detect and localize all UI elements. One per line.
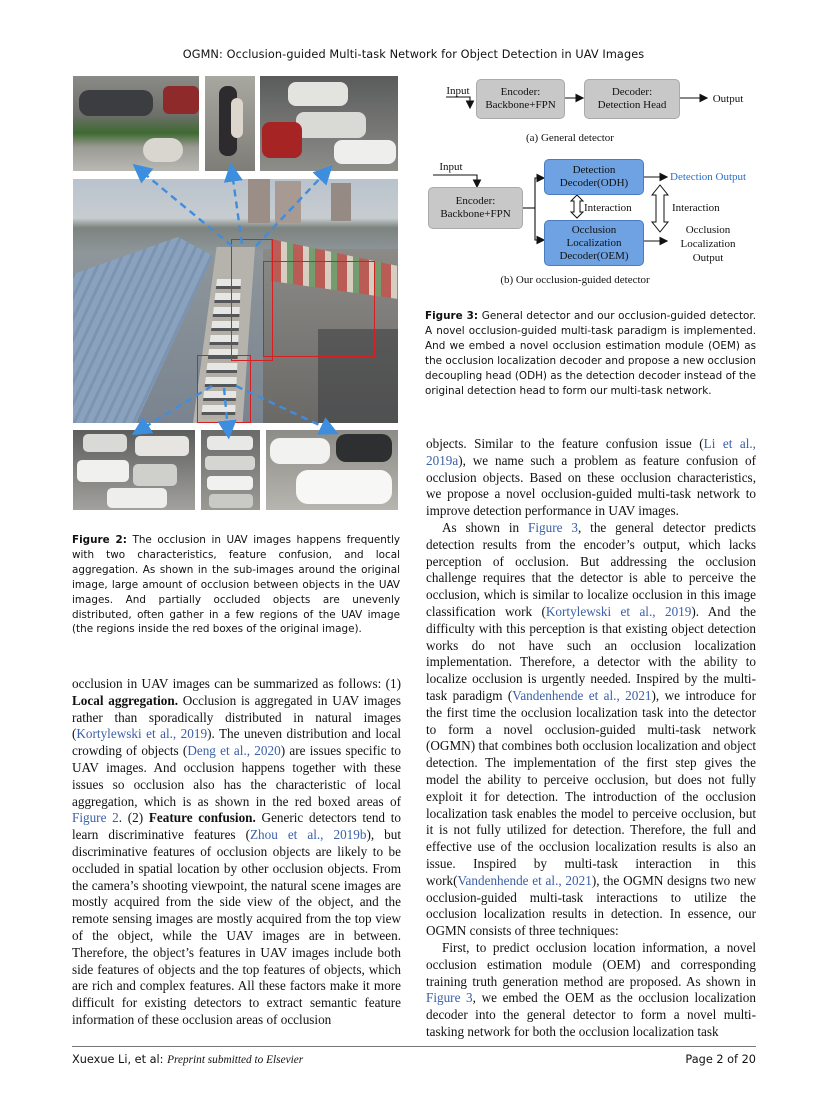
figure-3-caption: [425, 309, 756, 398]
fig3b-odh-line1: Detection: [572, 164, 616, 176]
fig3b-occlusion-output-line3: Output: [692, 252, 724, 264]
footer-author: Xuexue Li, et al:: [72, 1053, 164, 1066]
fig3a-input-label: Input: [446, 85, 470, 97]
text-run: objects. Similar to the feature confusion issue (: [426, 436, 704, 451]
text-run: First, to predict occlusion location information, a novel occlusion estimation module (OEM) and corresponding training truth generation method are proposed. As shown in: [426, 939, 756, 989]
text-run: ), the OGMN designs two new occlusion-guided multi-task interactions to utilize the occlusion localization results in detection. In essence, our OGMN consists of three techniques:: [426, 872, 756, 939]
citation-link[interactable]: Kortylewski et al., 2019: [76, 726, 208, 742]
footer-left: [72, 1053, 303, 1066]
fig3b-odh-box: [544, 159, 644, 195]
fig3b-interaction-middle: Interaction: [584, 202, 632, 214]
term-feature-confusion: Feature confusion.: [148, 810, 256, 826]
citation-link[interactable]: Vandenhende et al., 2021: [457, 872, 592, 888]
fig3b-encoder-line2: Backbone+FPN: [440, 208, 511, 220]
term-local-aggregation: Local aggregation.: [72, 692, 178, 708]
citation-link[interactable]: Deng et al., 2020: [187, 743, 281, 759]
text-run: ) are issues specific to UAV images. And occlusion happens together with these issues so occlusion also has the characteristic of local aggregation, which is as shown in the red boxed areas of: [72, 743, 401, 809]
citation-link[interactable]: Li et al., 2019a: [426, 436, 756, 468]
figure-ref-link[interactable]: Figure 2: [72, 810, 119, 826]
right-paragraph-2: [426, 520, 756, 940]
fig3a-decoder-line2: Detection Head: [597, 99, 667, 111]
right-paragraph-3: [426, 940, 756, 1041]
fig3b-oem-box: [544, 220, 644, 266]
text-run: , the general detector predicts detection results from the encoder’s output, which lacks perception of occlusion. But addressing the occlusion challenge requires that the detector is able to perceive the occlusion, which is similar to localize occlusion in this image classification work (: [426, 519, 756, 619]
fig3b-odh-line2: Decoder(ODH): [559, 177, 629, 189]
citation-link[interactable]: Vandenhende et al., 2021: [512, 687, 652, 703]
fig3b-caption: (b) Our occlusion-guided detector: [500, 274, 650, 286]
running-header: OGMN: Occlusion-guided Multi-task Network for Object Detection in UAV Images: [182, 48, 645, 61]
fig3b-encoder-box: [428, 187, 523, 229]
fig3a-encoder-line2: Backbone+FPN: [485, 99, 556, 111]
text-run: ). And the difficulty with this perception is that existing object detection works do not have such an occlusion localization implementation. Therefore, a detector with the ability to localize occlusion is urgently needed. Inspired by the multi-task paradigm (: [426, 603, 756, 703]
citation-link[interactable]: Zhou et al., 2019b: [249, 827, 367, 843]
fig3b-interaction-right: Interaction: [672, 202, 720, 214]
footer-rule: [72, 1046, 756, 1047]
figure-2-caption-label: Figure 2:: [72, 534, 127, 546]
fig3b-occlusion-output-line1: Occlusion: [685, 224, 731, 236]
right-paragraph-1: [426, 436, 756, 520]
citation-link[interactable]: Kortylewski et al., 2019: [545, 603, 692, 619]
text-run: , we embed the OEM as the occlusion localization decoder into the general detector to form a novel multi-tasking network for both the occlusion localization task: [426, 990, 756, 1039]
text-run: occlusion in UAV images can be summarized as follows: (1): [72, 676, 401, 691]
fig3b-oem-line2: Localization: [566, 236, 622, 249]
figure-ref-link[interactable]: Figure 3: [426, 990, 473, 1006]
figure-3-caption-text: General detector and our occlusion-guided detector. A novel occlusion-guided multi-task paradigm is implemented. And we embed a novel occlusion estimation module (OEM) as the occlusion localization decoder and propose a new occlusion decoupling head (ODH) as the detection decoder instead of the original detection head to form our multi-task network.: [425, 310, 756, 397]
fig3b-occlusion-output: [668, 223, 748, 265]
fig3b-occlusion-output-line2: Localization: [680, 238, 736, 250]
footer-journal: Preprint submitted to Elsevier: [167, 1054, 304, 1066]
fig3b-encoder-line1: Encoder:: [455, 195, 496, 207]
fig3a-caption: (a) General detector: [526, 132, 614, 144]
fig3a-encoder-line1: Encoder:: [500, 86, 541, 98]
fig3a-decoder-box: [584, 79, 680, 119]
text-run: ), but discriminative features of occlusion objects are likely to be occluded in spatial location by other occlusion objects. From the camera’s shooting viewpoint, the natural scene images are mostly acquired from the side view of the object, and the remote sensing images are mostly acquired from the top view of the object, while the UAV images are in between. Therefore, the object’s features in UAV images include both side features of objects and the top features of objects, which are rich and complex features. All these factors make it more difficult for existing detectors to extract semantic feature information of these occlusion areas of occlusion: [72, 827, 402, 1027]
right-column-body: [426, 436, 756, 1041]
text-run: ), we introduce for the first time the occlusion localization task into the detector to form a novel occlusion-guided multi-task network (OGMN) that combines both occlusion localization and object detection. The implementation of the first step gives the model the ability to perceive occlusion, but does not fully exploit it for detection. The introduction of the occlusion localization task enables the model to perceive occlusion, but it is not fully utilized for detection. Therefore, the full and effective use of the occlusion localization results is also an issue. Inspired by multi-task interaction in this work(: [426, 687, 756, 888]
figure-ref-link[interactable]: Figure 3: [528, 519, 578, 535]
text-run: . (2): [118, 810, 149, 826]
text-run: Occlusion is aggregated in UAV images rather than sporadically distributed in natural images (: [72, 692, 402, 742]
text-run: As shown in: [442, 519, 529, 535]
left-paragraph-1: [72, 676, 401, 1029]
figure-2-caption-text: The occlusion in UAV images happens frequently with two characteristics, feature confusion, and local aggregation. As shown in the sub-images around the original image, large amount of occlusion between objects in the UAV images. And partially occluded objects are unevenly distributed, often gather in a few regions of the UAV image (the regions inside the red boxes of the original image).: [72, 534, 401, 636]
fig3a-encoder-box: [476, 79, 565, 119]
fig3b-detection-output: Detection Output: [670, 171, 747, 183]
left-column-body: [72, 676, 401, 1029]
text-run: ), we name such a problem as feature confusion of occlusion objects. Based on these occlusion characteristics, we propose a novel occlusion-guided multi-task network to improve detection performance in UAV images.: [426, 452, 756, 519]
fig3a-output-label: Output: [712, 93, 744, 105]
text-run: Generic detectors tend to learn discriminative features (: [72, 810, 401, 843]
fig3a-decoder-line1: Decoder:: [611, 86, 653, 98]
fig3b-oem-line3: Decoder(OEM): [559, 249, 629, 262]
fig3b-input-label: Input: [439, 161, 463, 173]
text-run: ). The uneven distribution and local crowding of objects (: [72, 726, 401, 759]
footer-page-number: Page 2 of 20: [685, 1053, 756, 1066]
figure-3-caption-label: Figure 3:: [425, 310, 479, 322]
fig3b-oem-line1: Occlusion: [571, 223, 617, 236]
